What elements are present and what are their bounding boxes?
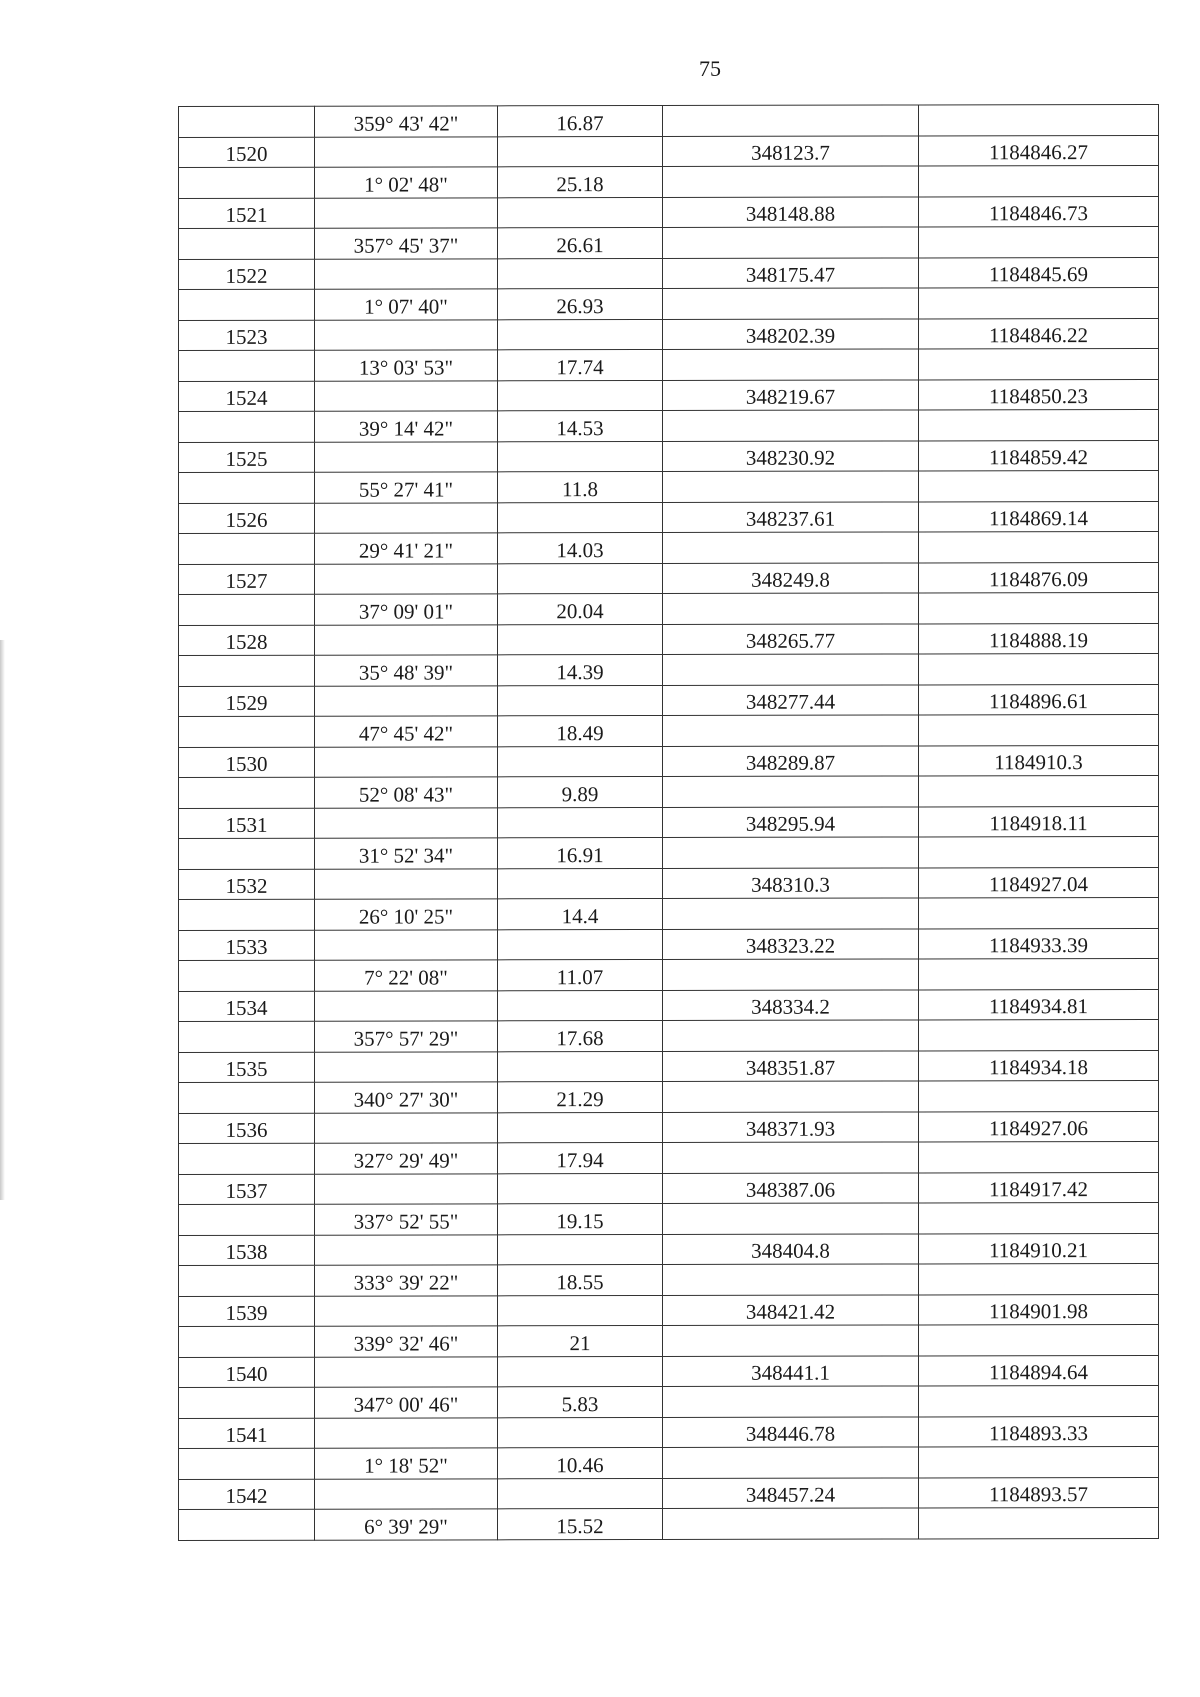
station-cell: 1530 — [179, 747, 315, 778]
station-cell — [179, 533, 315, 564]
table-row — [179, 135, 1159, 168]
distance-cell: 26.93 — [498, 288, 663, 319]
table-row — [179, 1294, 1159, 1327]
distance-cell — [498, 258, 663, 289]
distance-cell — [498, 929, 663, 960]
easting-cell: 1184918.11 — [919, 806, 1159, 837]
table-row — [179, 440, 1159, 473]
bearing-cell: 35° 48' 39" — [315, 655, 498, 686]
northing-cell — [663, 349, 919, 380]
bearing-cell — [315, 624, 498, 655]
distance-cell — [498, 746, 663, 777]
easting-cell: 1184850.23 — [919, 379, 1159, 410]
easting-cell: 1184876.09 — [919, 562, 1159, 593]
distance-cell — [498, 685, 663, 716]
northing-cell — [663, 1447, 919, 1478]
bearing-cell: 29° 41' 21" — [315, 533, 498, 564]
station-cell: 1523 — [179, 320, 315, 351]
northing-cell: 348277.44 — [663, 684, 919, 715]
table-row — [179, 379, 1159, 412]
easting-cell: 1184846.22 — [919, 318, 1159, 349]
easting-cell — [919, 1080, 1159, 1111]
northing-cell — [663, 898, 919, 929]
station-cell — [179, 1143, 315, 1174]
bearing-cell — [315, 502, 498, 533]
easting-cell: 1184888.19 — [919, 623, 1159, 654]
bearing-cell: 37° 09' 01" — [315, 594, 498, 625]
northing-cell: 348351.87 — [663, 1050, 919, 1081]
distance-cell: 11.8 — [498, 471, 663, 502]
bearing-cell: 26° 10' 25" — [315, 899, 498, 930]
station-cell — [179, 228, 315, 259]
distance-cell: 21 — [498, 1325, 663, 1356]
distance-cell — [498, 380, 663, 411]
station-cell: 1539 — [179, 1296, 315, 1327]
table-row — [179, 592, 1159, 625]
table-row — [179, 928, 1159, 961]
station-cell: 1520 — [179, 137, 315, 168]
northing-cell — [663, 654, 919, 685]
distance-cell — [498, 1234, 663, 1265]
distance-cell — [498, 563, 663, 594]
easting-cell — [919, 1324, 1159, 1355]
table-row — [179, 1263, 1159, 1296]
bearing-cell: 357° 57' 29" — [315, 1021, 498, 1052]
distance-cell: 18.49 — [498, 715, 663, 746]
distance-cell — [498, 990, 663, 1021]
northing-cell — [663, 1203, 919, 1234]
distance-cell: 16.87 — [498, 105, 663, 136]
station-cell: 1528 — [179, 625, 315, 656]
station-cell: 1535 — [179, 1052, 315, 1083]
distance-cell — [498, 502, 663, 533]
bearing-cell — [315, 990, 498, 1021]
bearing-cell: 357° 45' 37" — [315, 228, 498, 259]
bearing-cell — [315, 441, 498, 472]
easting-cell — [919, 592, 1159, 623]
bearing-cell — [315, 1112, 498, 1143]
station-cell — [179, 167, 315, 198]
station-cell: 1534 — [179, 991, 315, 1022]
distance-cell: 17.68 — [498, 1020, 663, 1051]
bearing-cell — [315, 1295, 498, 1326]
easting-cell — [919, 1263, 1159, 1294]
easting-cell: 1184893.57 — [919, 1477, 1159, 1508]
northing-cell — [663, 105, 919, 136]
station-cell: 1537 — [179, 1174, 315, 1205]
station-cell — [179, 594, 315, 625]
northing-cell — [663, 776, 919, 807]
easting-cell — [919, 958, 1159, 989]
table-row — [179, 897, 1159, 930]
northing-cell: 348310.3 — [663, 867, 919, 898]
distance-cell: 17.74 — [498, 349, 663, 380]
table-body — [179, 104, 1159, 1540]
table-row — [179, 1172, 1159, 1205]
distance-cell — [498, 1112, 663, 1143]
bearing-cell — [315, 807, 498, 838]
easting-cell: 1184893.33 — [919, 1416, 1159, 1447]
northing-cell — [663, 1386, 919, 1417]
northing-cell: 348148.88 — [663, 196, 919, 227]
bearing-cell — [315, 746, 498, 777]
table-row — [179, 1507, 1159, 1540]
distance-cell — [498, 197, 663, 228]
table-row — [179, 1324, 1159, 1357]
bearing-cell: 47° 45' 42" — [315, 716, 498, 747]
northing-cell — [663, 715, 919, 746]
northing-cell: 348404.8 — [663, 1233, 919, 1264]
station-cell: 1521 — [179, 198, 315, 229]
table-row — [179, 775, 1159, 808]
bearing-cell — [315, 1051, 498, 1082]
distance-cell: 20.04 — [498, 593, 663, 624]
distance-cell — [498, 1051, 663, 1082]
easting-cell — [919, 775, 1159, 806]
station-cell: 1525 — [179, 442, 315, 473]
easting-cell: 1184910.21 — [919, 1233, 1159, 1264]
station-cell — [179, 1204, 315, 1235]
station-cell — [179, 106, 315, 137]
bearing-cell: 13° 03' 53" — [315, 350, 498, 381]
distance-cell — [498, 1173, 663, 1204]
easting-cell: 1184896.61 — [919, 684, 1159, 715]
northing-cell — [663, 959, 919, 990]
bearing-cell — [315, 868, 498, 899]
table-row — [179, 165, 1159, 198]
distance-cell — [498, 868, 663, 899]
table-row — [179, 958, 1159, 991]
table-row — [179, 1416, 1159, 1449]
distance-cell: 14.53 — [498, 410, 663, 441]
station-cell: 1538 — [179, 1235, 315, 1266]
table-row — [179, 867, 1159, 900]
bearing-cell: 55° 27' 41" — [315, 472, 498, 503]
easting-cell: 1184927.06 — [919, 1111, 1159, 1142]
easting-cell — [919, 714, 1159, 745]
station-cell: 1532 — [179, 869, 315, 900]
distance-cell — [498, 624, 663, 655]
bearing-cell: 327° 29' 49" — [315, 1143, 498, 1174]
station-cell — [179, 472, 315, 503]
table-row — [179, 257, 1159, 290]
easting-cell — [919, 1141, 1159, 1172]
table-row — [179, 1355, 1159, 1388]
easting-cell: 1184910.3 — [919, 745, 1159, 776]
distance-cell — [498, 319, 663, 350]
easting-cell: 1184917.42 — [919, 1172, 1159, 1203]
bearing-cell — [315, 1417, 498, 1448]
bearing-cell — [315, 1356, 498, 1387]
table-row — [179, 836, 1159, 869]
easting-cell: 1184859.42 — [919, 440, 1159, 471]
table-row — [179, 653, 1159, 686]
easting-cell — [919, 409, 1159, 440]
northing-cell: 348237.61 — [663, 501, 919, 532]
easting-cell: 1184869.14 — [919, 501, 1159, 532]
northing-cell: 348323.22 — [663, 928, 919, 959]
station-cell — [179, 411, 315, 442]
bearing-cell — [315, 136, 498, 167]
bearing-cell — [315, 685, 498, 716]
station-cell: 1522 — [179, 259, 315, 290]
easting-cell: 1184934.18 — [919, 1050, 1159, 1081]
easting-cell — [919, 1019, 1159, 1050]
northing-cell — [663, 1264, 919, 1295]
easting-cell — [919, 287, 1159, 318]
northing-cell — [663, 1142, 919, 1173]
table-row — [179, 562, 1159, 595]
northing-cell: 348371.93 — [663, 1111, 919, 1142]
northing-cell — [663, 532, 919, 563]
station-cell: 1540 — [179, 1357, 315, 1388]
distance-cell: 14.4 — [498, 898, 663, 929]
bearing-cell: 340° 27' 30" — [315, 1082, 498, 1113]
easting-cell — [919, 1446, 1159, 1477]
bearing-cell: 339° 32' 46" — [315, 1326, 498, 1357]
northing-cell — [663, 166, 919, 197]
table-row — [179, 989, 1159, 1022]
station-cell: 1531 — [179, 808, 315, 839]
northing-cell: 348457.24 — [663, 1477, 919, 1508]
bearing-cell: 1° 07' 40" — [315, 289, 498, 320]
distance-cell: 26.61 — [498, 227, 663, 258]
table-row — [179, 1477, 1159, 1510]
bearing-cell: 347° 00' 46" — [315, 1387, 498, 1418]
distance-cell: 15.52 — [498, 1508, 663, 1539]
northing-cell: 348219.67 — [663, 379, 919, 410]
table-row — [179, 1446, 1159, 1479]
scan-shadow-edge — [0, 640, 5, 1200]
bearing-cell — [315, 1173, 498, 1204]
distance-cell: 25.18 — [498, 166, 663, 197]
distance-cell: 19.15 — [498, 1203, 663, 1234]
distance-cell: 11.07 — [498, 959, 663, 990]
easting-cell — [919, 1507, 1159, 1538]
distance-cell: 5.83 — [498, 1386, 663, 1417]
northing-cell — [663, 288, 919, 319]
distance-cell: 14.03 — [498, 532, 663, 563]
table-row — [179, 470, 1159, 503]
table-row — [179, 1019, 1159, 1052]
bearing-cell: 31° 52' 34" — [315, 838, 498, 869]
station-cell — [179, 1021, 315, 1052]
distance-cell: 10.46 — [498, 1447, 663, 1478]
station-cell: 1526 — [179, 503, 315, 534]
northing-cell: 348265.77 — [663, 623, 919, 654]
easting-cell: 1184933.39 — [919, 928, 1159, 959]
northing-cell — [663, 471, 919, 502]
table-row — [179, 348, 1159, 381]
northing-cell — [663, 227, 919, 258]
distance-cell — [498, 1356, 663, 1387]
station-cell — [179, 838, 315, 869]
northing-cell: 348441.1 — [663, 1355, 919, 1386]
bearing-cell — [315, 258, 498, 289]
table-row — [179, 714, 1159, 747]
distance-cell: 21.29 — [498, 1081, 663, 1112]
bearing-cell — [315, 929, 498, 960]
distance-cell — [498, 1417, 663, 1448]
station-cell — [179, 960, 315, 991]
northing-cell: 348421.42 — [663, 1294, 919, 1325]
station-cell — [179, 1265, 315, 1296]
northing-cell: 348249.8 — [663, 562, 919, 593]
easting-cell — [919, 470, 1159, 501]
easting-cell: 1184845.69 — [919, 257, 1159, 288]
distance-cell: 14.39 — [498, 654, 663, 685]
station-cell: 1529 — [179, 686, 315, 717]
bearing-cell: 359° 43' 42" — [315, 106, 498, 137]
table-row — [179, 287, 1159, 320]
easting-cell: 1184901.98 — [919, 1294, 1159, 1325]
bearing-cell: 6° 39' 29" — [315, 1509, 498, 1540]
station-cell — [179, 1082, 315, 1113]
table-row — [179, 684, 1159, 717]
northing-cell — [663, 1081, 919, 1112]
easting-cell: 1184927.04 — [919, 867, 1159, 898]
northing-cell — [663, 1020, 919, 1051]
station-cell — [179, 655, 315, 686]
northing-cell: 348123.7 — [663, 135, 919, 166]
table-row — [179, 1233, 1159, 1266]
distance-cell — [498, 1478, 663, 1509]
bearing-cell: 337° 52' 55" — [315, 1204, 498, 1235]
bearing-cell: 7° 22' 08" — [315, 960, 498, 991]
easting-cell: 1184894.64 — [919, 1355, 1159, 1386]
easting-cell — [919, 897, 1159, 928]
station-cell — [179, 777, 315, 808]
station-cell: 1542 — [179, 1479, 315, 1510]
distance-cell — [498, 1295, 663, 1326]
table-row — [179, 745, 1159, 778]
table-row — [179, 104, 1159, 137]
northing-cell — [663, 837, 919, 868]
table-row — [179, 501, 1159, 534]
easting-cell: 1184934.81 — [919, 989, 1159, 1020]
bearing-cell — [315, 319, 498, 350]
table-row — [179, 1111, 1159, 1144]
station-cell — [179, 289, 315, 320]
northing-cell: 348230.92 — [663, 440, 919, 471]
northing-cell — [663, 1325, 919, 1356]
station-cell: 1527 — [179, 564, 315, 595]
easting-cell — [919, 836, 1159, 867]
station-cell — [179, 899, 315, 930]
distance-cell — [498, 136, 663, 167]
bearing-cell — [315, 197, 498, 228]
table-row — [179, 531, 1159, 564]
bearing-cell — [315, 563, 498, 594]
table-row — [179, 1385, 1159, 1418]
station-cell — [179, 1387, 315, 1418]
easting-cell — [919, 226, 1159, 257]
station-cell — [179, 716, 315, 747]
station-cell — [179, 1326, 315, 1357]
station-cell: 1524 — [179, 381, 315, 412]
table-row — [179, 1050, 1159, 1083]
bearing-cell: 39° 14' 42" — [315, 411, 498, 442]
northing-cell: 348295.94 — [663, 806, 919, 837]
distance-cell: 18.55 — [498, 1264, 663, 1295]
easting-cell: 1184846.27 — [919, 135, 1159, 166]
easting-cell: 1184846.73 — [919, 196, 1159, 227]
station-cell: 1533 — [179, 930, 315, 961]
table-row — [179, 409, 1159, 442]
table-row — [179, 318, 1159, 351]
easting-cell — [919, 1385, 1159, 1416]
table-row — [179, 1202, 1159, 1235]
distance-cell — [498, 807, 663, 838]
bearing-cell — [315, 1478, 498, 1509]
table-row — [179, 1080, 1159, 1113]
station-cell — [179, 350, 315, 381]
table-row — [179, 196, 1159, 229]
distance-cell: 17.94 — [498, 1142, 663, 1173]
easting-cell — [919, 104, 1159, 135]
northing-cell: 348387.06 — [663, 1172, 919, 1203]
northing-cell: 348289.87 — [663, 745, 919, 776]
northing-cell: 348334.2 — [663, 989, 919, 1020]
table-row — [179, 226, 1159, 259]
table-row — [179, 1141, 1159, 1174]
table-row — [179, 806, 1159, 839]
table-row — [179, 623, 1159, 656]
bearing-cell: 333° 39' 22" — [315, 1265, 498, 1296]
northing-cell — [663, 593, 919, 624]
easting-cell — [919, 348, 1159, 379]
distance-cell — [498, 441, 663, 472]
northing-cell: 348446.78 — [663, 1416, 919, 1447]
easting-cell — [919, 165, 1159, 196]
survey-coordinates-table — [178, 104, 1159, 1541]
station-cell — [179, 1509, 315, 1540]
bearing-cell: 52° 08' 43" — [315, 777, 498, 808]
distance-cell: 9.89 — [498, 776, 663, 807]
bearing-cell — [315, 380, 498, 411]
northing-cell: 348202.39 — [663, 318, 919, 349]
station-cell: 1536 — [179, 1113, 315, 1144]
distance-cell: 16.91 — [498, 837, 663, 868]
easting-cell — [919, 653, 1159, 684]
bearing-cell: 1° 18' 52" — [315, 1448, 498, 1479]
bearing-cell — [315, 1234, 498, 1265]
page-number: 75 — [699, 56, 721, 81]
station-cell — [179, 1448, 315, 1479]
northing-cell — [663, 1508, 919, 1539]
bearing-cell: 1° 02' 48" — [315, 167, 498, 198]
northing-cell — [663, 410, 919, 441]
station-cell: 1541 — [179, 1418, 315, 1449]
easting-cell — [919, 531, 1159, 562]
easting-cell — [919, 1202, 1159, 1233]
northing-cell: 348175.47 — [663, 257, 919, 288]
